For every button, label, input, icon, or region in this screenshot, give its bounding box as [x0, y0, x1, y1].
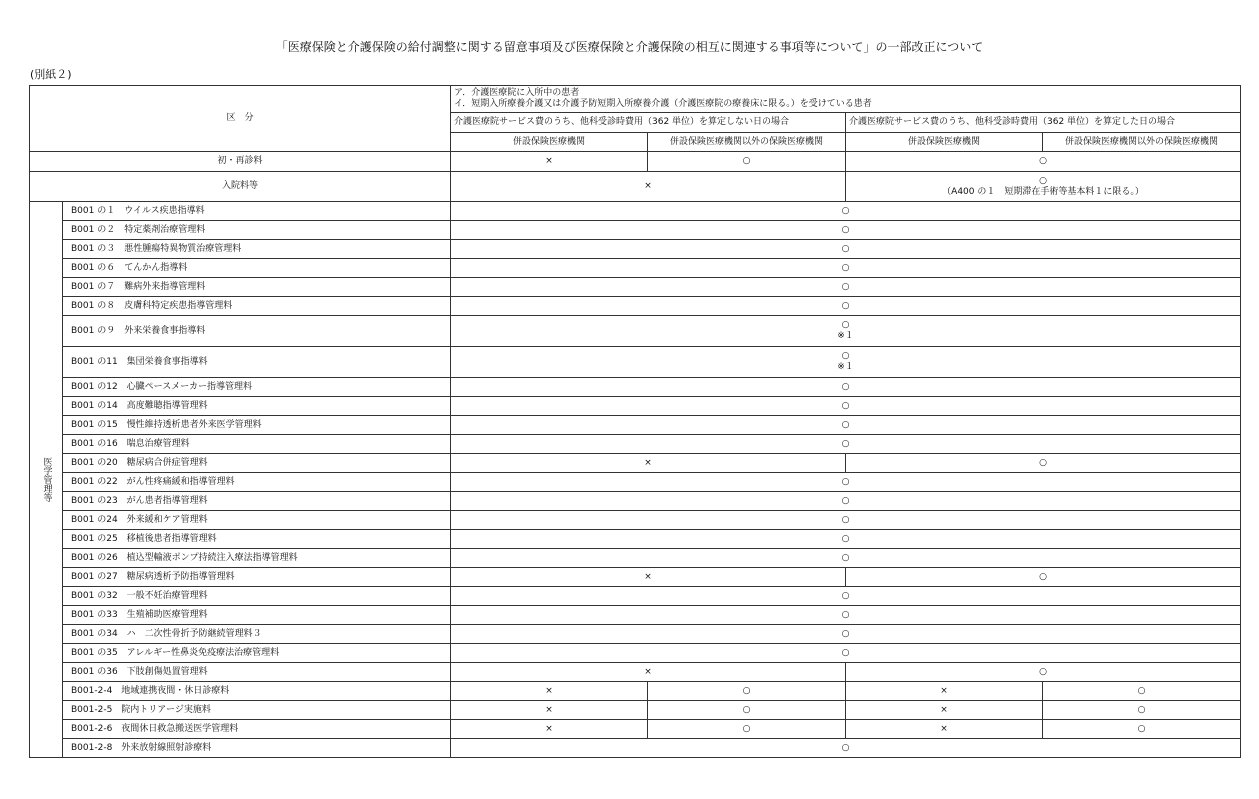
row-label: B001 の23 がん患者指導管理料	[63, 492, 451, 511]
table-row	[30, 739, 1241, 758]
cell-other-2: ○	[1043, 682, 1241, 701]
group-calculated-header: 介護医療院サービス費のうち、他科受診時費用（362 単位）を算定した日の場合	[846, 113, 1241, 133]
row-label: B001 の20 糖尿病合併症管理料	[63, 454, 451, 473]
cell-all: ○	[451, 416, 1241, 435]
row-label: B001 の36 下肢創傷処置管理料	[63, 663, 451, 682]
cell-note: ※１	[837, 331, 854, 341]
cell-all: ○	[451, 473, 1241, 492]
group-not-calculated-header: 介護医療院サービス費のうち、他科受診時費用（362 単位）を算定しない日の場合	[451, 113, 846, 133]
table-row	[30, 347, 1241, 378]
table-row	[30, 644, 1241, 663]
cell-all: ○	[451, 435, 1241, 454]
cell-note: ※１	[837, 362, 854, 372]
row-label: B001 の32 一般不妊治療管理料	[63, 587, 451, 606]
cell-value: ○	[841, 351, 850, 361]
cell-not-calculated: ×	[451, 172, 846, 202]
table-row	[30, 720, 1241, 739]
cell-all: ○	[451, 202, 1241, 221]
row-label: B001 の22 がん性疼痛緩和指導管理料	[63, 473, 451, 492]
table-row	[30, 221, 1241, 240]
cell-calculated: ○	[846, 568, 1241, 587]
cell-heisetsu-2: ×	[846, 701, 1043, 720]
cell-all: ○	[451, 259, 1241, 278]
table-row	[30, 259, 1241, 278]
col-heisetsu-1: 併設保険医療機関	[451, 133, 648, 152]
cell-all: ○	[451, 625, 1241, 644]
cell-all: ○	[451, 549, 1241, 568]
table-row	[30, 625, 1241, 644]
cell-heisetsu-2: ×	[846, 720, 1043, 739]
target-line-2: イ．短期入所療養介護又は介護予防短期入所療養介護（介護医療院の療養床に限る。）を受けている患者	[454, 99, 872, 109]
cell-value: ○	[841, 320, 850, 330]
cell-other-1: ○	[648, 152, 846, 172]
cell-note: （A400 の１ 短期滞在手術等基本料１に限る。）	[942, 186, 1144, 197]
row-label: B001 の25 移植後患者指導管理料	[63, 530, 451, 549]
row-label: B001 の11 集団栄養食事指導料	[63, 347, 451, 378]
cell-all	[451, 347, 1241, 378]
table-row	[30, 701, 1241, 720]
target-line-1: ア．介護医療院に入所中の患者	[454, 88, 580, 98]
cell-other-2: ○	[1043, 720, 1241, 739]
row-label: B001 の14 高度難聴指導管理料	[63, 397, 451, 416]
table-row	[30, 378, 1241, 397]
row-label: B001 の16 喘息治療管理料	[63, 435, 451, 454]
cell-other-1: ○	[648, 720, 846, 739]
table-row	[30, 606, 1241, 625]
row-label: B001 の35 アレルギー性鼻炎免疫療法治療管理料	[63, 644, 451, 663]
row-label: B001 の６ てんかん指導料	[63, 259, 451, 278]
cell-all: ○	[451, 644, 1241, 663]
cell-calculated: ○	[846, 454, 1241, 473]
table-row	[30, 240, 1241, 259]
table-row	[30, 297, 1241, 316]
row-label: B001 の８ 皮膚科特定疾患指導管理料	[63, 297, 451, 316]
page-title: 「医療保険と介護保険の給付調整に関する留意事項及び医療保険と介護保険の相互に関連する事項等について」の一部改正について	[275, 40, 984, 54]
cell-all	[451, 316, 1241, 347]
row-label: B001 の７ 難病外来指導管理料	[63, 278, 451, 297]
row-label: B001 の33 生殖補助医療管理料	[63, 606, 451, 625]
cell-calculated: ○	[846, 152, 1241, 172]
cell-value: ○	[1039, 175, 1047, 186]
row-label: 初・再診料	[30, 152, 451, 172]
row-label: B001-2-8 外来放射線照射診療料	[63, 739, 451, 758]
table-row	[30, 416, 1241, 435]
row-label: B001-2-6 夜間休日救急搬送医学管理料	[63, 720, 451, 739]
table-row	[30, 316, 1241, 347]
cell-calculated	[846, 172, 1241, 202]
table-row	[30, 397, 1241, 416]
cell-heisetsu-1: ×	[451, 152, 648, 172]
row-nyuin	[30, 172, 1241, 202]
row-label: B001 の３ 悪性腫瘍特異物質治療管理料	[63, 240, 451, 259]
cell-other-1: ○	[648, 701, 846, 720]
table-row	[30, 511, 1241, 530]
cell-heisetsu-1: ×	[451, 701, 648, 720]
cell-all: ○	[451, 606, 1241, 625]
cell-all: ○	[451, 530, 1241, 549]
table-row	[30, 530, 1241, 549]
table-row	[30, 454, 1241, 473]
cell-other-2: ○	[1043, 701, 1241, 720]
coordination-table	[29, 85, 1241, 758]
table-row	[30, 278, 1241, 297]
cell-calculated: ○	[846, 663, 1241, 682]
cell-heisetsu-1: ×	[451, 720, 648, 739]
col-other-1: 併設保険医療機関以外の保険医療機関	[648, 133, 846, 152]
cell-other-1: ○	[648, 682, 846, 701]
cell-heisetsu-1: ×	[451, 682, 648, 701]
cell-not-calculated: ×	[451, 663, 846, 682]
row-label: B001 の２ 特定薬剤治療管理料	[63, 221, 451, 240]
cell-all: ○	[451, 739, 1241, 758]
table-row	[30, 568, 1241, 587]
annex-label: (別紙２)	[30, 68, 72, 81]
table-row	[30, 549, 1241, 568]
cell-all: ○	[451, 378, 1241, 397]
cell-all: ○	[451, 511, 1241, 530]
cell-all: ○	[451, 240, 1241, 259]
table-row	[30, 473, 1241, 492]
row-label: B001 の24 外来緩和ケア管理料	[63, 511, 451, 530]
target-patients-header	[451, 86, 1241, 113]
row-label: B001 の15 慢性維持透析患者外来医学管理料	[63, 416, 451, 435]
header-row-target	[30, 86, 1241, 113]
table-row	[30, 435, 1241, 454]
cell-all: ○	[451, 278, 1241, 297]
table-row	[30, 202, 1241, 221]
row-label: B001 の１ ウイルス疾患指導料	[63, 202, 451, 221]
cell-all: ○	[451, 297, 1241, 316]
table-row	[30, 492, 1241, 511]
cell-all: ○	[451, 587, 1241, 606]
cell-not-calculated: ×	[451, 454, 846, 473]
row-shoshin	[30, 152, 1241, 172]
row-label: B001 の27 糖尿病透析予防指導管理料	[63, 568, 451, 587]
cell-not-calculated: ×	[451, 568, 846, 587]
table-row	[30, 587, 1241, 606]
cell-all: ○	[451, 221, 1241, 240]
row-label: B001 の26 植込型輸液ポンプ持続注入療法指導管理料	[63, 549, 451, 568]
table-row	[30, 682, 1241, 701]
kubun-header: 区 分	[30, 86, 451, 152]
row-label: 入院料等	[30, 172, 451, 202]
row-label: B001-2-4 地域連携夜間・休日診療料	[63, 682, 451, 701]
row-label: B001 の34 ハ 二次性骨折予防継続管理料３	[63, 625, 451, 644]
cell-heisetsu-2: ×	[846, 682, 1043, 701]
section-label: 医学管理等	[30, 202, 63, 758]
col-other-2: 併設保険医療機関以外の保険医療機関	[1043, 133, 1241, 152]
row-label: B001-2-5 院内トリアージ実施料	[63, 701, 451, 720]
cell-all: ○	[451, 397, 1241, 416]
cell-all: ○	[451, 492, 1241, 511]
row-label: B001 の９ 外来栄養食事指導料	[63, 316, 451, 347]
row-label: B001 の12 心臓ペースメーカー指導管理料	[63, 378, 451, 397]
table-row	[30, 663, 1241, 682]
col-heisetsu-2: 併設保険医療機関	[846, 133, 1043, 152]
